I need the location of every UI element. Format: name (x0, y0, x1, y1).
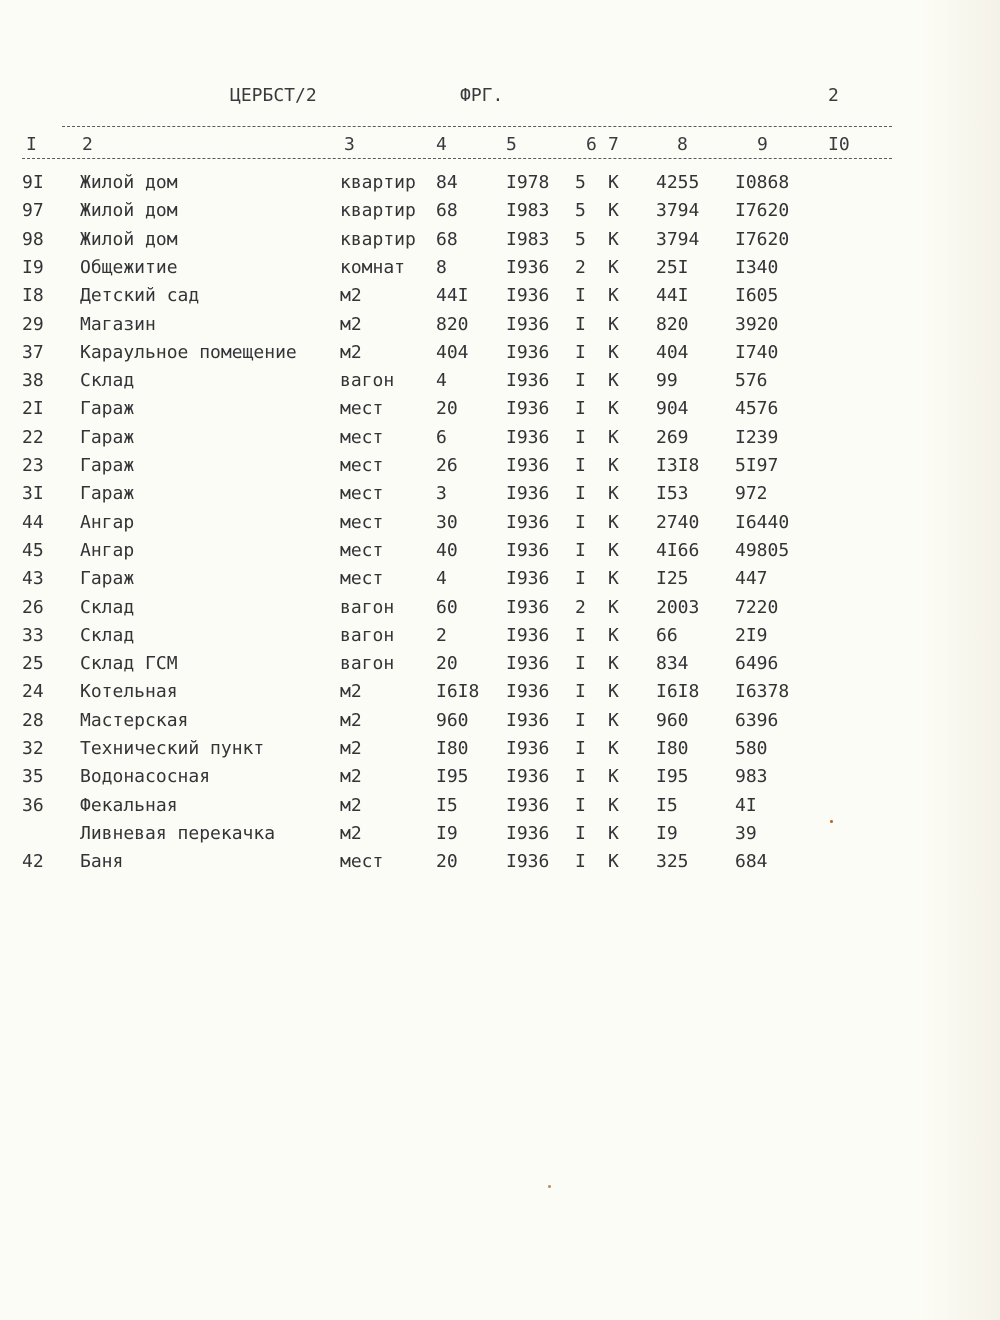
year-built: I936 (506, 483, 550, 504)
material-class: К (608, 229, 619, 250)
row-number: 37 (22, 342, 44, 363)
area-value: I25 (656, 568, 689, 589)
floors: I (575, 512, 586, 533)
floors: I (575, 738, 586, 759)
unit: мест (340, 540, 384, 561)
area-value: 3794 (656, 200, 700, 221)
floors: 2 (575, 597, 586, 618)
area-value: 25I (656, 257, 689, 278)
cost-value: 4576 (735, 398, 779, 419)
floors: 2 (575, 257, 586, 278)
quantity: I80 (436, 738, 469, 759)
area-value: 820 (656, 314, 689, 335)
quantity: 40 (436, 540, 458, 561)
material-class: К (608, 342, 619, 363)
area-value: 404 (656, 342, 689, 363)
quantity: 6 (436, 427, 447, 448)
row-number: 23 (22, 455, 44, 476)
area-value: I95 (656, 766, 689, 787)
unit: м2 (340, 738, 362, 759)
cost-value: I740 (735, 342, 779, 363)
cost-value: I7620 (735, 229, 790, 250)
paper-edge-shading (920, 0, 1000, 1320)
cost-value: I6440 (735, 512, 790, 533)
quantity: 84 (436, 172, 458, 193)
row-number: 44 (22, 512, 44, 533)
floors: I (575, 455, 586, 476)
year-built: I978 (506, 172, 550, 193)
year-built: I936 (506, 455, 550, 476)
material-class: К (608, 483, 619, 504)
material-class: К (608, 398, 619, 419)
material-class: К (608, 653, 619, 674)
quantity: 4 (436, 370, 447, 391)
row-number: I9 (22, 257, 44, 278)
row-number: I8 (22, 285, 44, 306)
column-header-1: I (26, 134, 37, 155)
quantity: 26 (436, 455, 458, 476)
cost-value: 5I97 (735, 455, 779, 476)
area-value: I5 (656, 795, 678, 816)
column-header-8: 8 (677, 134, 688, 155)
year-built: I936 (506, 512, 550, 533)
object-name: Общежитие (80, 257, 178, 278)
unit: квартир (340, 200, 416, 221)
cost-value: 39 (735, 823, 757, 844)
cost-value: I605 (735, 285, 779, 306)
quantity: 20 (436, 398, 458, 419)
object-name: Детский сад (80, 285, 200, 306)
floors: I (575, 851, 586, 872)
row-number: 36 (22, 795, 44, 816)
unit: вагон (340, 625, 395, 646)
unit: м2 (340, 795, 362, 816)
area-value: 960 (656, 710, 689, 731)
material-class: К (608, 738, 619, 759)
document-code: ЦЕРБСТ/2 (230, 85, 317, 106)
floors: I (575, 823, 586, 844)
material-class: К (608, 200, 619, 221)
object-name: Жилой дом (80, 200, 178, 221)
quantity: 44I (436, 285, 469, 306)
area-value: I80 (656, 738, 689, 759)
unit: м2 (340, 823, 362, 844)
unit: мест (340, 398, 384, 419)
quantity: 30 (436, 512, 458, 533)
unit: комнат (340, 257, 406, 278)
floors: 5 (575, 229, 586, 250)
area-value: 66 (656, 625, 678, 646)
unit: м2 (340, 342, 362, 363)
cost-value: 972 (735, 483, 768, 504)
unit: квартир (340, 172, 416, 193)
row-number: 26 (22, 597, 44, 618)
material-class: К (608, 710, 619, 731)
row-number: 29 (22, 314, 44, 335)
row-number: 9I (22, 172, 44, 193)
material-class: К (608, 285, 619, 306)
year-built: I983 (506, 229, 550, 250)
floors: I (575, 342, 586, 363)
cost-value: I6378 (735, 681, 790, 702)
year-built: I936 (506, 795, 550, 816)
quantity: 960 (436, 710, 469, 731)
material-class: К (608, 370, 619, 391)
material-class: К (608, 625, 619, 646)
year-built: I936 (506, 314, 550, 335)
unit: мест (340, 483, 384, 504)
cost-value: I0868 (735, 172, 790, 193)
material-class: К (608, 823, 619, 844)
object-name: Жилой дом (80, 172, 178, 193)
year-built: I936 (506, 342, 550, 363)
object-name: Баня (80, 851, 124, 872)
unit: мест (340, 512, 384, 533)
year-built: I936 (506, 427, 550, 448)
column-header-9: 9 (757, 134, 768, 155)
quantity: 60 (436, 597, 458, 618)
quantity: 820 (436, 314, 469, 335)
area-value: 2740 (656, 512, 700, 533)
material-class: К (608, 540, 619, 561)
material-class: К (608, 172, 619, 193)
year-built: I936 (506, 398, 550, 419)
unit: мест (340, 851, 384, 872)
column-header-3: 3 (344, 134, 355, 155)
object-name: Ливневая перекачка (80, 823, 276, 844)
page-number: 2 (828, 85, 839, 106)
material-class: К (608, 427, 619, 448)
floors: I (575, 710, 586, 731)
area-value: 2003 (656, 597, 700, 618)
unit: вагон (340, 370, 395, 391)
floors: I (575, 653, 586, 674)
cost-value: 4I (735, 795, 757, 816)
cost-value: 3920 (735, 314, 779, 335)
floors: I (575, 681, 586, 702)
material-class: К (608, 597, 619, 618)
floors: I (575, 370, 586, 391)
floors: I (575, 540, 586, 561)
year-built: I936 (506, 285, 550, 306)
row-number: 2I (22, 398, 44, 419)
unit: м2 (340, 285, 362, 306)
area-value: 3794 (656, 229, 700, 250)
year-built: I936 (506, 710, 550, 731)
quantity: 20 (436, 653, 458, 674)
object-name: Склад (80, 370, 135, 391)
object-name: Гараж (80, 483, 135, 504)
column-header-7: 7 (608, 134, 619, 155)
material-class: К (608, 851, 619, 872)
row-number: 43 (22, 568, 44, 589)
object-name: Склад (80, 625, 135, 646)
floors: I (575, 766, 586, 787)
object-name: Гараж (80, 398, 135, 419)
object-name: Гараж (80, 568, 135, 589)
header-rule-bottom (22, 158, 892, 159)
year-built: I936 (506, 625, 550, 646)
area-value: I6I8 (656, 681, 700, 702)
row-number: 32 (22, 738, 44, 759)
year-built: I936 (506, 823, 550, 844)
area-value: 325 (656, 851, 689, 872)
quantity: 8 (436, 257, 447, 278)
cost-value: I239 (735, 427, 779, 448)
area-value: 904 (656, 398, 689, 419)
floors: 5 (575, 200, 586, 221)
year-built: I936 (506, 257, 550, 278)
material-class: К (608, 455, 619, 476)
area-value: 4255 (656, 172, 700, 193)
row-number: 97 (22, 200, 44, 221)
paper-speck (830, 820, 833, 823)
year-built: I936 (506, 370, 550, 391)
area-value: 44I (656, 285, 689, 306)
row-number: 22 (22, 427, 44, 448)
floors: I (575, 427, 586, 448)
quantity: 2 (436, 625, 447, 646)
material-class: К (608, 314, 619, 335)
year-built: I936 (506, 766, 550, 787)
object-name: Склад (80, 597, 135, 618)
material-class: К (608, 795, 619, 816)
object-name: Ангар (80, 512, 135, 533)
unit: мест (340, 427, 384, 448)
column-header-10: I0 (828, 134, 850, 155)
year-built: I983 (506, 200, 550, 221)
material-class: К (608, 257, 619, 278)
cost-value: 447 (735, 568, 768, 589)
column-header-2: 2 (82, 134, 93, 155)
quantity: 404 (436, 342, 469, 363)
object-name: Гараж (80, 427, 135, 448)
column-header-6: 6 (586, 134, 597, 155)
quantity: I6I8 (436, 681, 480, 702)
cost-value: 580 (735, 738, 768, 759)
area-value: 834 (656, 653, 689, 674)
floors: I (575, 285, 586, 306)
floors: I (575, 483, 586, 504)
cost-value: 6396 (735, 710, 779, 731)
area-value: 4I66 (656, 540, 700, 561)
row-number: 45 (22, 540, 44, 561)
year-built: I936 (506, 568, 550, 589)
unit: м2 (340, 710, 362, 731)
cost-value: 576 (735, 370, 768, 391)
year-built: I936 (506, 540, 550, 561)
material-class: К (608, 512, 619, 533)
quantity: I95 (436, 766, 469, 787)
object-name: Жилой дом (80, 229, 178, 250)
paper-speck (548, 1185, 551, 1188)
unit: м2 (340, 314, 362, 335)
floors: I (575, 795, 586, 816)
cost-value: 983 (735, 766, 768, 787)
floors: I (575, 398, 586, 419)
unit: м2 (340, 766, 362, 787)
row-number: 98 (22, 229, 44, 250)
area-value: I3I8 (656, 455, 700, 476)
row-number: 25 (22, 653, 44, 674)
unit: вагон (340, 597, 395, 618)
unit: мест (340, 455, 384, 476)
cost-value: 2I9 (735, 625, 768, 646)
cost-value: 7220 (735, 597, 779, 618)
header-rule-top (62, 126, 892, 127)
column-header-5: 5 (506, 134, 517, 155)
floors: I (575, 314, 586, 335)
cost-value: 6496 (735, 653, 779, 674)
object-name: Мастерская (80, 710, 189, 731)
floors: I (575, 625, 586, 646)
unit: м2 (340, 681, 362, 702)
area-value: 269 (656, 427, 689, 448)
quantity: 4 (436, 568, 447, 589)
year-built: I936 (506, 851, 550, 872)
cost-value: 49805 (735, 540, 790, 561)
material-class: К (608, 568, 619, 589)
floors: 5 (575, 172, 586, 193)
quantity: 68 (436, 229, 458, 250)
object-name: Котельная (80, 681, 178, 702)
cost-value: I340 (735, 257, 779, 278)
year-built: I936 (506, 653, 550, 674)
year-built: I936 (506, 738, 550, 759)
object-name: Склад ГСМ (80, 653, 178, 674)
object-name: Караульное помещение (80, 342, 297, 363)
object-name: Магазин (80, 314, 156, 335)
object-name: Гараж (80, 455, 135, 476)
row-number: 33 (22, 625, 44, 646)
quantity: 3 (436, 483, 447, 504)
area-value: I53 (656, 483, 689, 504)
row-number: 42 (22, 851, 44, 872)
object-name: Ангар (80, 540, 135, 561)
object-name: Фекальная (80, 795, 178, 816)
object-name: Водонасосная (80, 766, 211, 787)
year-built: I936 (506, 597, 550, 618)
floors: I (575, 568, 586, 589)
unit: квартир (340, 229, 416, 250)
year-built: I936 (506, 681, 550, 702)
country-label: ФРГ. (460, 85, 504, 106)
quantity: 20 (436, 851, 458, 872)
row-number: 38 (22, 370, 44, 391)
quantity: I9 (436, 823, 458, 844)
quantity: I5 (436, 795, 458, 816)
column-header-4: 4 (436, 134, 447, 155)
object-name: Технический пункт (80, 738, 265, 759)
quantity: 68 (436, 200, 458, 221)
area-value: I9 (656, 823, 678, 844)
material-class: К (608, 766, 619, 787)
area-value: 99 (656, 370, 678, 391)
row-number: 3I (22, 483, 44, 504)
row-number: 35 (22, 766, 44, 787)
row-number: 24 (22, 681, 44, 702)
row-number: 28 (22, 710, 44, 731)
cost-value: 684 (735, 851, 768, 872)
cost-value: I7620 (735, 200, 790, 221)
unit: мест (340, 568, 384, 589)
material-class: К (608, 681, 619, 702)
unit: вагон (340, 653, 395, 674)
